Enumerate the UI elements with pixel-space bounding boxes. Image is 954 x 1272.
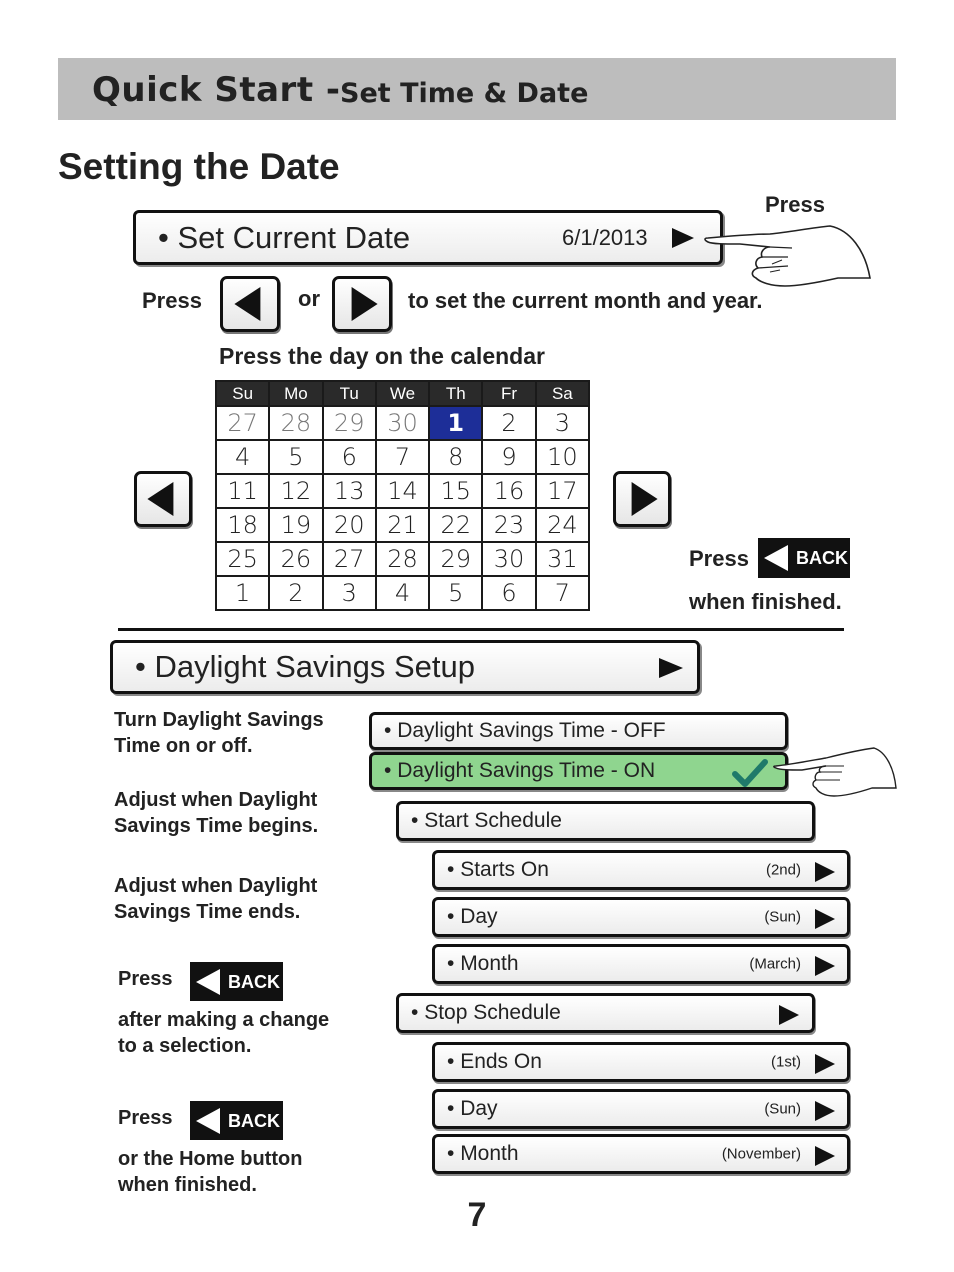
weekday-label: Mo — [269, 381, 322, 406]
current-date-value: 6/1/2013 — [562, 224, 648, 250]
calendar-day[interactable]: 10 — [536, 440, 589, 474]
weekday-label: Th — [429, 381, 482, 406]
calendar-day[interactable]: 22 — [429, 508, 482, 542]
calendar-day[interactable]: 9 — [482, 440, 535, 474]
calendar-day[interactable]: 13 — [323, 474, 376, 508]
end-month-label: • Month — [447, 1142, 519, 1165]
arrow-left-icon — [234, 287, 260, 321]
calendar-day[interactable]: 27 — [216, 406, 269, 440]
ends-on-value: (1st) — [771, 1053, 801, 1071]
back-arrow-icon — [196, 1108, 220, 1134]
starts-on-label: • Starts On — [447, 858, 549, 881]
calendar-day[interactable]: 11 — [216, 474, 269, 508]
calendar-day[interactable]: 20 — [323, 508, 376, 542]
weekday-label: Sa — [536, 381, 589, 406]
dst-off-label: • Daylight Savings Time - OFF — [384, 719, 666, 742]
calendar-week-row — [216, 406, 589, 440]
dst-off-option[interactable] — [369, 712, 788, 750]
or-label: or — [298, 286, 320, 311]
header-title: Quick Start - — [92, 70, 341, 110]
weekday-label: Su — [216, 381, 269, 406]
ends-on-button[interactable] — [432, 1042, 850, 1082]
arrow-right-icon — [815, 909, 835, 929]
back-arrow-icon — [764, 545, 788, 571]
calendar-day[interactable]: 6 — [482, 576, 535, 610]
calendar-day[interactable]: 8 — [429, 440, 482, 474]
nav-instruction-text: to set the current month and year. — [408, 288, 763, 313]
calendar-day[interactable]: 18 — [216, 508, 269, 542]
start-month-label: • Month — [447, 952, 519, 975]
calendar-day-selected[interactable]: 1 — [429, 406, 482, 440]
calendar-day[interactable]: 31 — [536, 542, 589, 576]
calendar-day[interactable]: 12 — [269, 474, 322, 508]
back-button-label: BACK — [796, 548, 848, 568]
calendar-day[interactable]: 15 — [429, 474, 482, 508]
back-arrow-icon — [196, 969, 220, 995]
starts-on-value: (2nd) — [765, 861, 801, 879]
end-month-value: (November) — [721, 1145, 801, 1163]
start-schedule-label: • Start Schedule — [411, 809, 562, 832]
stop-schedule-button[interactable] — [396, 993, 815, 1033]
calendar-week-row — [216, 576, 589, 610]
arrow-right-icon — [659, 658, 683, 678]
start-day-label: • Day — [447, 905, 498, 928]
weekday-header-row — [216, 381, 589, 406]
pointing-hand-icon — [700, 220, 875, 290]
calendar-day[interactable]: 16 — [482, 474, 535, 508]
weekday-label: We — [376, 381, 429, 406]
arrow-left-icon — [147, 482, 173, 516]
press-label: Press — [142, 288, 202, 313]
calendar-day[interactable]: 4 — [216, 440, 269, 474]
calendar-day[interactable]: 2 — [482, 406, 535, 440]
set-current-date-label: • Set Current Date — [158, 219, 411, 255]
calendar-day[interactable]: 5 — [429, 576, 482, 610]
calendar-day[interactable]: 6 — [323, 440, 376, 474]
calendar-day[interactable]: 28 — [376, 542, 429, 576]
text-line: after making a change — [118, 1009, 330, 1031]
after-change-text — [118, 1007, 329, 1059]
arrow-right-icon — [352, 287, 378, 321]
text-line: Savings Time ends. — [114, 901, 301, 923]
arrow-right-icon — [815, 862, 835, 882]
arrow-right-icon — [815, 1054, 835, 1074]
calendar-day[interactable]: 21 — [376, 508, 429, 542]
calendar-day[interactable]: 17 — [536, 474, 589, 508]
arrow-right-icon — [632, 482, 658, 516]
calendar-day[interactable]: 5 — [269, 440, 322, 474]
calendar-day[interactable]: 29 — [323, 406, 376, 440]
text-line: when finished. — [118, 1174, 257, 1196]
pointing-hand-icon — [770, 744, 898, 800]
calendar-day[interactable]: 26 — [269, 542, 322, 576]
calendar-day[interactable]: 7 — [376, 440, 429, 474]
start-month-value: (March) — [749, 955, 801, 973]
ends-on-label: • Ends On — [447, 1050, 542, 1073]
press-hint: Press — [765, 192, 825, 217]
back-button-label: BACK — [228, 1111, 280, 1131]
calendar-day[interactable]: 1 — [216, 576, 269, 610]
back-button[interactable] — [758, 538, 850, 578]
text-line: Savings Time begins. — [114, 815, 319, 837]
text-line: Adjust when Daylight — [114, 789, 318, 811]
text-line: Turn Daylight Savings — [114, 709, 324, 731]
calendar-day[interactable]: 7 — [536, 576, 589, 610]
back-button-label: BACK — [228, 972, 280, 992]
calendar-week-row — [216, 542, 589, 576]
arrow-right-icon — [779, 1005, 799, 1025]
dst-toggle-description — [114, 707, 324, 759]
back-button[interactable] — [190, 1101, 283, 1140]
calendar-prev-button[interactable] — [134, 471, 192, 527]
calendar-day[interactable]: 29 — [429, 542, 482, 576]
header-subtitle: Set Time & Date — [340, 78, 589, 109]
back-button[interactable] — [190, 962, 283, 1001]
calendar-day[interactable]: 28 — [269, 406, 322, 440]
end-day-value: (Sun) — [764, 1100, 801, 1118]
start-month-button[interactable] — [432, 944, 850, 984]
press-label: Press — [118, 968, 173, 990]
start-day-button[interactable] — [432, 897, 850, 937]
text-line: to a selection. — [118, 1035, 252, 1057]
set-current-date-button[interactable] — [133, 210, 723, 265]
press-label: Press — [118, 1107, 173, 1129]
starts-on-button[interactable] — [432, 850, 850, 890]
calendar-instruction: Press the day on the calendar — [219, 343, 545, 369]
calendar-grid — [215, 380, 590, 611]
prev-month-button[interactable] — [220, 276, 280, 332]
calendar-day[interactable]: 23 — [482, 508, 535, 542]
text-line: Time on or off. — [114, 735, 253, 757]
text-line: or the Home button — [118, 1148, 303, 1170]
dst-begins-description — [114, 787, 318, 839]
arrow-right-icon — [815, 1146, 835, 1166]
divider — [118, 628, 844, 631]
calendar-day[interactable]: 14 — [376, 474, 429, 508]
dst-ends-description — [114, 873, 317, 925]
calendar-week-row — [216, 474, 589, 508]
end-day-label: • Day — [447, 1097, 498, 1120]
calendar-day[interactable]: 3 — [536, 406, 589, 440]
calendar-day[interactable]: 27 — [323, 542, 376, 576]
calendar-next-button[interactable] — [613, 471, 671, 527]
home-finished-text — [118, 1146, 302, 1198]
daylight-savings-setup-button[interactable] — [110, 640, 700, 694]
start-schedule-button[interactable] — [396, 801, 815, 841]
dst-on-option[interactable] — [369, 752, 788, 790]
calendar-day[interactable]: 4 — [376, 576, 429, 610]
weekday-label: Fr — [482, 381, 535, 406]
when-finished-text: when finished. — [689, 589, 842, 614]
next-month-button[interactable] — [332, 276, 392, 332]
start-day-value: (Sun) — [764, 908, 801, 926]
checkmark-icon — [732, 758, 768, 788]
press-label: Press — [689, 546, 749, 571]
end-day-button[interactable] — [432, 1089, 850, 1129]
calendar-day[interactable]: 30 — [482, 542, 535, 576]
calendar-week-row — [216, 440, 589, 474]
end-month-button[interactable] — [432, 1134, 850, 1174]
calendar-day[interactable]: 24 — [536, 508, 589, 542]
calendar-day[interactable]: 19 — [269, 508, 322, 542]
weekday-label: Tu — [323, 381, 376, 406]
daylight-savings-setup-label: • Daylight Savings Setup — [135, 649, 475, 684]
arrow-right-icon — [672, 228, 694, 248]
arrow-right-icon — [815, 1101, 835, 1121]
calendar-day[interactable]: 25 — [216, 542, 269, 576]
stop-schedule-label: • Stop Schedule — [411, 1001, 561, 1024]
text-line: Adjust when Daylight — [114, 875, 318, 897]
calendar-day[interactable]: 3 — [323, 576, 376, 610]
page-number: 7 — [467, 1196, 487, 1234]
section-title: Setting the Date — [58, 146, 340, 187]
calendar-day[interactable]: 30 — [376, 406, 429, 440]
dst-on-label: • Daylight Savings Time - ON — [384, 759, 656, 782]
arrow-right-icon — [815, 956, 835, 976]
calendar-week-row — [216, 508, 589, 542]
calendar-day[interactable]: 2 — [269, 576, 322, 610]
